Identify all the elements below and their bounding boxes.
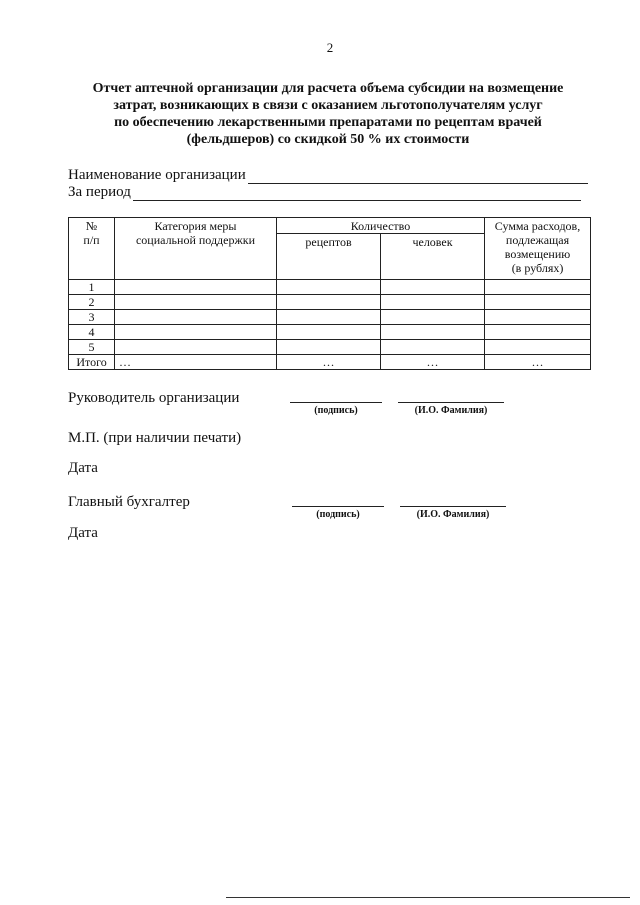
cell-prescriptions[interactable] <box>277 340 381 355</box>
title-line-4: (фельдшеров) со скидкой 50 % их стоимости <box>186 132 470 147</box>
row-number: 4 <box>69 325 115 340</box>
accountant-name-caption: (И.О. Фамилия) <box>416 509 490 520</box>
total-category: … <box>115 355 277 370</box>
head-signature-caption: (подпись) <box>314 405 358 416</box>
period-line[interactable] <box>133 186 581 201</box>
date-label-2: Дата <box>68 525 98 541</box>
accountant-name-line[interactable] <box>400 506 506 507</box>
header-sum: Сумма расходов, подлежащая возмещению (в рублях) <box>485 218 591 280</box>
header-category: Категория меры социальной поддержки <box>115 218 277 280</box>
total-label: Итого <box>69 355 115 370</box>
header-row-1 <box>69 218 591 234</box>
total-prescriptions: … <box>277 355 381 370</box>
accountant-signature-caption: (подпись) <box>316 509 360 520</box>
total-sum: … <box>485 355 591 370</box>
cell-sum[interactable] <box>485 340 591 355</box>
cell-prescriptions[interactable] <box>277 310 381 325</box>
page-number: 2 <box>326 40 334 55</box>
header-people: человек <box>381 234 485 280</box>
cell-people[interactable] <box>381 340 485 355</box>
title-line-3: по обеспечению лекарственными препаратами по рецептам врачей <box>114 115 542 130</box>
cell-people[interactable] <box>381 280 485 295</box>
org-name-field <box>68 166 588 184</box>
report-table <box>68 217 591 370</box>
head-name-line[interactable] <box>398 402 504 403</box>
total-people: … <box>381 355 485 370</box>
cell-prescriptions[interactable] <box>277 325 381 340</box>
date-label-1: Дата <box>68 460 98 476</box>
page-bottom-rule <box>226 897 630 898</box>
cell-people[interactable] <box>381 310 485 325</box>
table-row <box>69 295 591 310</box>
header-prescriptions: рецептов <box>277 234 381 280</box>
period-field <box>68 183 581 201</box>
header-num: № п/п <box>69 218 115 280</box>
cell-sum[interactable] <box>485 310 591 325</box>
accountant-signature-line[interactable] <box>292 506 384 507</box>
org-name-label: Наименование организации <box>68 167 246 183</box>
row-number: 3 <box>69 310 115 325</box>
table-row <box>69 280 591 295</box>
head-signature-line[interactable] <box>290 402 382 403</box>
total-row <box>69 355 591 370</box>
row-number: 5 <box>69 340 115 355</box>
stamp-label: М.П. (при наличии печати) <box>68 430 242 446</box>
head-label: Руководитель организации <box>68 390 240 406</box>
header-quantity: Количество <box>277 218 485 234</box>
cell-sum[interactable] <box>485 295 591 310</box>
cell-category[interactable] <box>115 325 277 340</box>
cell-category[interactable] <box>115 280 277 295</box>
period-label: За период <box>68 184 131 200</box>
cell-category[interactable] <box>115 295 277 310</box>
row-number: 2 <box>69 295 115 310</box>
title-line-2: затрат, возникающих в связи с оказанием льготополучателям услуг <box>113 98 543 113</box>
cell-category[interactable] <box>115 310 277 325</box>
cell-sum[interactable] <box>485 325 591 340</box>
table-row <box>69 340 591 355</box>
cell-sum[interactable] <box>485 280 591 295</box>
title-line-1: Отчет аптечной организации для расчета объема субсидии на возмещение <box>92 81 564 96</box>
cell-category[interactable] <box>115 340 277 355</box>
org-name-line[interactable] <box>248 169 588 184</box>
document-title <box>68 80 588 148</box>
cell-people[interactable] <box>381 295 485 310</box>
cell-people[interactable] <box>381 325 485 340</box>
cell-prescriptions[interactable] <box>277 295 381 310</box>
accountant-label: Главный бухгалтер <box>68 494 190 510</box>
cell-prescriptions[interactable] <box>277 280 381 295</box>
table-row <box>69 310 591 325</box>
table-row <box>69 325 591 340</box>
row-number: 1 <box>69 280 115 295</box>
head-name-caption: (И.О. Фамилия) <box>414 405 488 416</box>
